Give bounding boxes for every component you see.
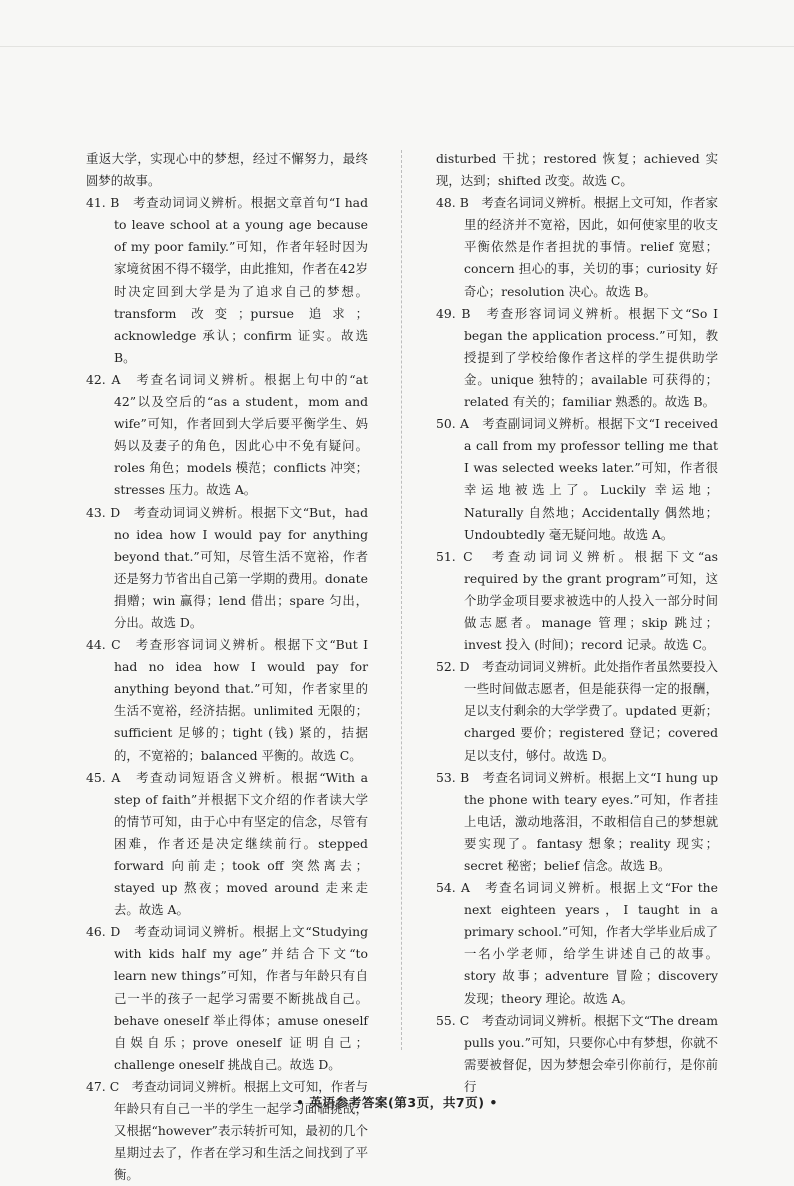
left-column: [86, 148, 368, 1186]
top-rule: [0, 46, 794, 47]
answer-item-52: 52. D 考查动词词义辨析。此处指作者虽然要投入一些时间做志愿者，但是能获得一定的报酬，足以支付剩余的大学学费了。updated 更新；charged 要价；registered 登记；covered 足以支付，够付。故选 D。: [436, 659, 718, 763]
answer-item-47: 47. C 考查动词词义辨析。根据上文可知，作者与年龄只有自己一半的学生一起学习面临挑战，又根据“however”表示转折可知，最初的几个星期过去了，作者在学习和生活之间找到了平衡。: [86, 1078, 368, 1183]
answer-item-43: 43. D 考查动词词义辨析。根据下文“But，had no idea how I would pay for anything beyond that.”可知，尽管生活不宽裕，作者还是努力节省出自己第一学期的费用。donate 捐赠；win 赢得；lend 借出；spare 匀出，分出。故选 D。: [86, 504, 368, 630]
answer-item-54: 54. A 考查名词词义辨析。根据上文“For the next eighteen years，I taught in a primary school.”可知，作者大学毕业后成了一名小学老师，给学生讲述自己的故事。story 故事；adventure 冒险；discovery 发现；theory 理论。故选 A。: [436, 880, 718, 1006]
answer-item-44: 44. C 考查形容词词义辨析。根据下文“But I had no idea how I would pay for anything beyond that.”可知，作者家里的生活不宽裕，经济拮据。unlimited 无限的；sufficient 足够的；tight (钱) 紧的，拮据的，不宽裕的；balanced 平衡的。故选 C。: [86, 637, 368, 763]
answer-item-45: 45. A 考查动词短语含义辨析。根据“With a step of faith”并根据下文介绍的作者读大学的情节可知，由于心中有坚定的信念，尽管有困难，作者还是决定继续前行。stepped forward 向前走；took off 突然离去；stayed up 熬夜；moved around 走来走去。故选 A。: [86, 769, 368, 918]
answer-item-50: 50. A 考查副词词义辨析。根据下文“I received a call from my professor telling me that I was selected weeks later.”可知，作者很幸运地被选上了。Luckily 幸运地；Naturally 自然地；Accidentally 偶然地；Undoubtedly 毫无疑问地。故选 A。: [436, 416, 718, 542]
answer-item-53: 53. B 考查名词词义辨析。根据上文“I hung up the phone with teary eyes.”可知，作者挂上电话，激动地落泪，不敢相信自己的梦想就要实现了。fantasy 想象；reality 现实；secret 秘密；belief 信念。故选 B。: [436, 769, 718, 873]
page-footer: • 英语参考答案(第3页，共7页) •: [296, 1095, 498, 1110]
right-column: [436, 148, 718, 1098]
answer-item-49: 49. B 考查形容词词义辨析。根据下文“So I began the application process.”可知，教授提到了学校给像作者这样的学生提供助学金。unique 独特的；available 可获得的；related 有关的；familiar 熟悉的。故选 B。: [436, 305, 718, 410]
answer-item-41: 41. B 考查动词词义辨析。根据文章首句“I had to leave school at a young age because of my poor family.”可知，作者年轻时因为家境贫困不得不辍学，由此推知，作者在42岁时决定回到大学是为了追求自己的梦想。transform 改变；pursue 追求；acknowledge 承认；confirm 证实。故选 B。: [86, 195, 368, 365]
answer-item-55: 55. C 考查动词词义辨析。根据下文“The dream pulls you.”可知，只要你心中有梦想，你就不需要被督促，因为梦想会牵引你前行，是你前行: [436, 1012, 718, 1094]
answer-item-48: 48. B 考查名词词义辨析。根据上文可知，作者家里的经济并不宽裕，因此，如何使家里的收支平衡依然是作者担扰的事情。relief 宽慰；concern 担心的事，关切的事；curiosity 好奇心；resolution 决心。故选 B。: [436, 195, 718, 299]
answer-item-46: 46. D 考查动词词义辨析。根据上文“Studying with kids half my age”并结合下文“to learn new things”可知，作者与年龄只有自己一半的孩子一起学习需要不断挑战自己。behave oneself 举止得体；amuse oneself 自娱自乐；prove oneself 证明自己；challenge oneself 挑战自己。故选 D。: [86, 924, 368, 1072]
answer-item-42: 42. A 考查名词词义辨析。根据上句中的“at 42”以及空后的“as a student，mom and wife”可知，作者回到大学后要平衡学生、妈妈以及妻子的角色，因此心中不免有疑问。roles 角色；models 模范；conflicts 冲突；stresses 压力。故选 A。: [86, 371, 368, 498]
answer-item-51: 51. C 考查动词词义辨析。根据下文“as required by the grant program”可知，这个助学金项目要求被选中的人投入一部分时间做志愿者。manage 管理；skip 跳过；invest 投入 (时间)；record 记录。故选 C。: [436, 548, 718, 653]
continuation-paragraph: disturbed 干扰；restored 恢复；achieved 实现，达到；shifted 改变。故选 C。: [436, 151, 718, 189]
intro-paragraph: 重返大学，实现心中的梦想，经过不懈努力，最终圆梦的故事。: [86, 151, 368, 189]
column-divider: [401, 150, 402, 1050]
